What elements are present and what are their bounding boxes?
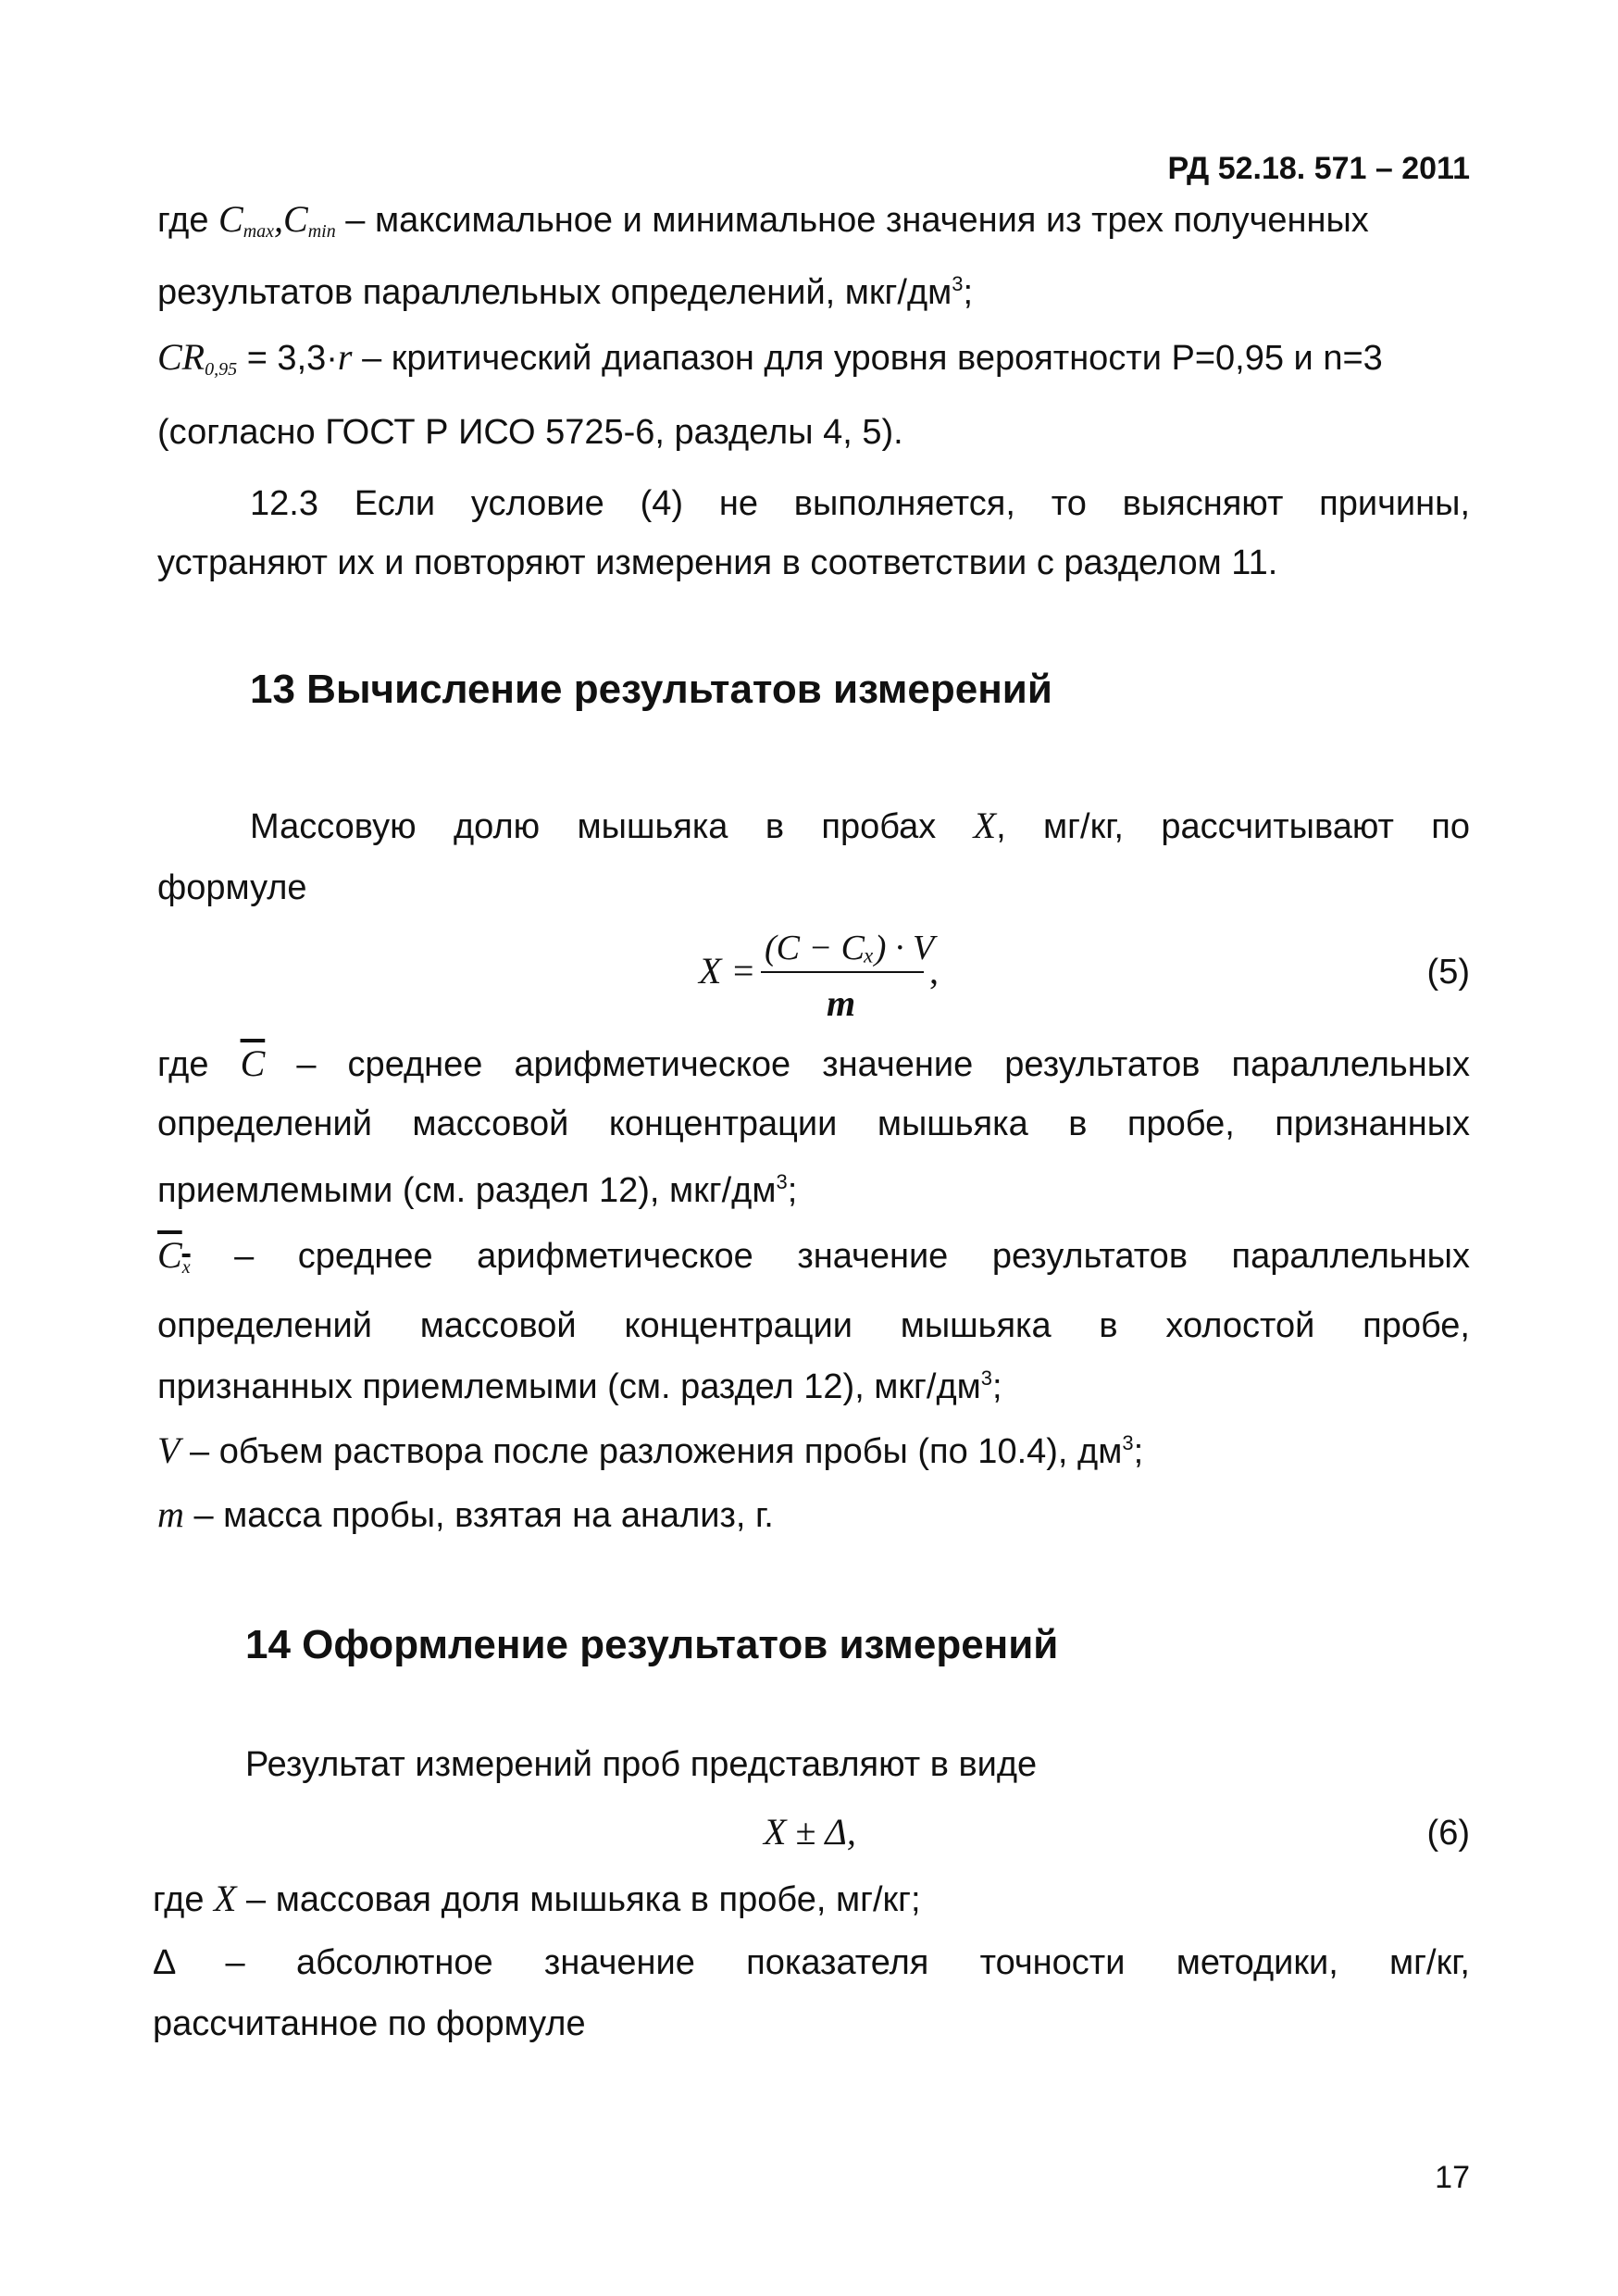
symbol-x: X — [973, 805, 997, 846]
definition-critical-range: $CR_{0,95} = 3,3\cdot r$ – критический диапазон для уровня вероятности Р=0,95 и n=3 — [157, 336, 1383, 380]
definition-m: m – масса пробы, взятая на анализ, г. — [157, 1493, 774, 1535]
document-code: РД 52.18. 571 – 2011 — [1167, 151, 1470, 186]
formula-5-numerator: (C − Cₓ) · V — [765, 929, 935, 967]
where-word: где — [157, 201, 209, 240]
symbol-c-mean: $\overline{C}$ — [240, 1042, 266, 1084]
definition-cx-mean: $C_x$ – среднее арифметическое значение результатов параллельных — [157, 1234, 1470, 1278]
section-13-intro: Массовую долю мышьяка в пробах X, мг/кг, рассчитывают по — [250, 805, 1471, 846]
symbol-x-result: X — [214, 1878, 237, 1919]
definition-cx-mean-line3: признанных приемлемыми (см. раздел 12), мкг/$дм^3$; — [157, 1366, 1002, 1406]
symbol-cx-mean: $C_x$ — [157, 1234, 191, 1278]
definition-cmax-cmin: где $C_{max},C_{min}$ – максимальное и минимальное значения из трех полученных — [157, 198, 1369, 242]
equation-number-5: (5) — [1426, 953, 1470, 992]
section-14-title: 14 Оформление результатов измерений — [245, 1622, 1059, 1667]
definition-cx-mean-line2: определений массовой концентрации мышьяка в холостой пробе, — [157, 1306, 1470, 1345]
definition-delta: Δ – абсолютное значение показателя точности методики, мг/кг, — [153, 1943, 1470, 1982]
symbol-cmin: $C_{min}$ — [283, 198, 336, 242]
formula-5-comma: , — [929, 950, 939, 992]
definition-c-mean-line3: приемлемыми (см. раздел 12), мкг/$дм^3$; — [157, 1170, 798, 1210]
formula-5-denominator: m — [827, 982, 856, 1024]
definition-critical-range-cont: (согласно ГОСТ Р ИСО 5725-6, разделы 4, 5). — [157, 413, 903, 452]
formula-5-fraction-bar — [761, 971, 924, 973]
formula-6: X ± Δ, — [764, 1811, 856, 1853]
definition-delta-cont: рассчитанное по формуле — [153, 2004, 586, 2043]
clause-12-3-line2: устраняют их и повторяют измерения в соответствии с разделом 11. — [157, 543, 1278, 582]
section-14-intro: Результат измерений проб представляют в виде — [245, 1745, 1038, 1784]
clause-12-3-line1: 12.3 Если условие (4) не выполняется, то выясняют причины, — [250, 484, 1470, 523]
section-13-title: 13 Вычисление результатов измерений — [250, 667, 1052, 712]
section-13-intro-cont: формуле — [157, 868, 307, 907]
definition-c-mean-line2: определений массовой концентрации мышьяка в пробе, признанных — [157, 1104, 1470, 1143]
page-number: 17 — [1435, 2160, 1470, 2195]
equation-number-6: (6) — [1426, 1814, 1470, 1853]
symbol-cr: $CR_{0,95}$ — [157, 336, 238, 380]
definition-cmax-cmin-cont: результатов параллельных определений, мкг/$дм^3$; — [157, 272, 974, 312]
definition-text: – максимальное и минимальное значения из трех полученных — [345, 201, 1369, 240]
symbol-cmax: $C_{max}$ — [218, 198, 275, 242]
definition-c-mean: где $\overline{C}$ – среднее арифметическое значение результатов параллельных — [157, 1042, 1471, 1084]
symbol-r: r — [337, 336, 353, 378]
definition-x: где X – массовая доля мышьяка в пробе, мг/кг; — [153, 1878, 921, 1919]
formula-5-lhs: X = — [699, 950, 756, 992]
definition-v: V – объем раствора после разложения пробы (по 10.4), $дм^3$; — [157, 1429, 1144, 1471]
symbol-m: m — [157, 1493, 184, 1535]
symbol-v: V — [157, 1429, 180, 1471]
